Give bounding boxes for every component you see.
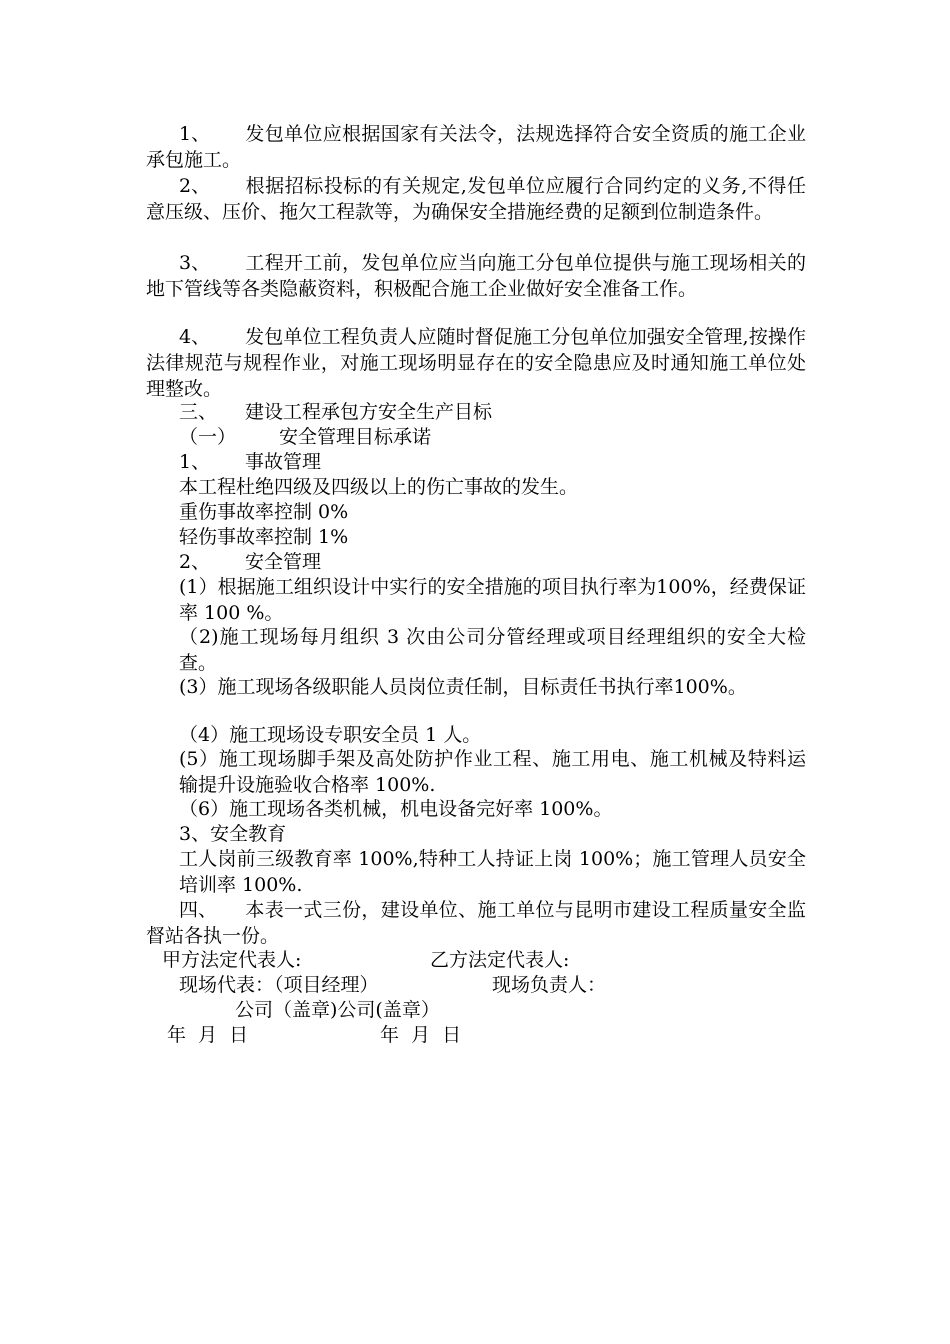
item-title: 事故管理 [245,451,322,473]
clause-2 [146,173,806,225]
item-number: 2、 [179,551,211,573]
safety-item: (1）根据施工组织设计中实行的安全措施的项目执行率为100%，经费保证率 100 %。 [179,576,806,624]
safety-item: （6）施工现场各类机械，机电设备完好率 100%。 [179,798,613,820]
safety-item: （2)施工现场每月组织 3 次由公司分管经理或项目经理组织的安全大检查。 [179,626,806,674]
clause-4 [146,324,806,402]
safety-item: (3）施工现场各级职能人员岗位责任制，目标责任书执行率100%。 [179,676,747,698]
item-title: 安全管理 [245,551,322,573]
subsection-1-heading [179,424,431,450]
safety-item: （4）施工现场设专职安全员 1 人。 [179,724,482,746]
section-number: 四、 [179,899,218,921]
section-text: 本表一式三份，建设单位、施工单位与昆明市建设工程质量安全监督站各执一份。 [146,899,806,947]
safety-item: (5）施工现场脚手架及高处防护作业工程、施工用电、施工机械及特料运输提升设施验收合格率 100%. [179,748,806,796]
clause-text: 根据招标投标的有关规定,发包单位应履行合同约定的义务,不得任意压级、压价、拖欠工程款等，为确保安全措施经费的足额到位制造条件。 [146,175,806,223]
safety-heading [179,549,321,575]
clause-number: 3、 [179,252,211,274]
section-number: 三、 [179,401,218,423]
section-4 [146,897,806,949]
clause-3 [146,250,806,302]
subsection-number: （一） [179,426,237,448]
accident-line: 轻伤事故率控制 1% [179,526,349,548]
section-3-heading [179,399,492,425]
accident-line: 本工程杜绝四级及四级以上的伤亡事故的发生。 [179,476,579,498]
clause-1 [146,121,806,173]
date-party-a: 年 月 日 [167,1024,249,1046]
clause-number: 4、 [179,326,211,348]
party-a-representative: 甲方法定代表人: [162,949,302,971]
accident-heading [179,449,321,475]
clause-number: 2、 [179,175,211,197]
site-representative: 现场代表：（项目经理） [179,974,379,996]
item-number: 1、 [179,451,211,473]
site-lead: 现场负责人： [492,974,607,996]
subsection-title: 安全管理目标承诺 [279,426,432,448]
education-heading: 3、安全教育 [179,823,287,845]
accident-line: 重伤事故率控制 0% [179,501,349,523]
clause-text: 发包单位工程负责人应随时督促施工分包单位加强安全管理,按操作法律规范与规程作业，对施工现场明显存在的安全隐患应及时通知施工单位处理整改。 [146,326,806,400]
date-party-b: 年 月 日 [380,1024,462,1046]
party-b-representative: 乙方法定代表人: [430,949,570,971]
clause-text: 发包单位应根据国家有关法令，法规选择符合安全资质的施工企业承包施工。 [146,123,806,171]
clause-text: 工程开工前，发包单位应当向施工分包单位提供与施工现场相关的地下管线等各类隐蔽资料，积极配合施工企业做好安全准备工作。 [146,252,806,300]
clause-number: 1、 [179,123,211,145]
education-text: 工人岗前三级教育率 100%,特种工人持证上岗 100%；施工管理人员安全培训率 100%. [179,848,806,896]
company-seal: 公司（盖章)公司(盖章） [235,999,440,1021]
section-title: 建设工程承包方安全生产目标 [245,401,493,423]
